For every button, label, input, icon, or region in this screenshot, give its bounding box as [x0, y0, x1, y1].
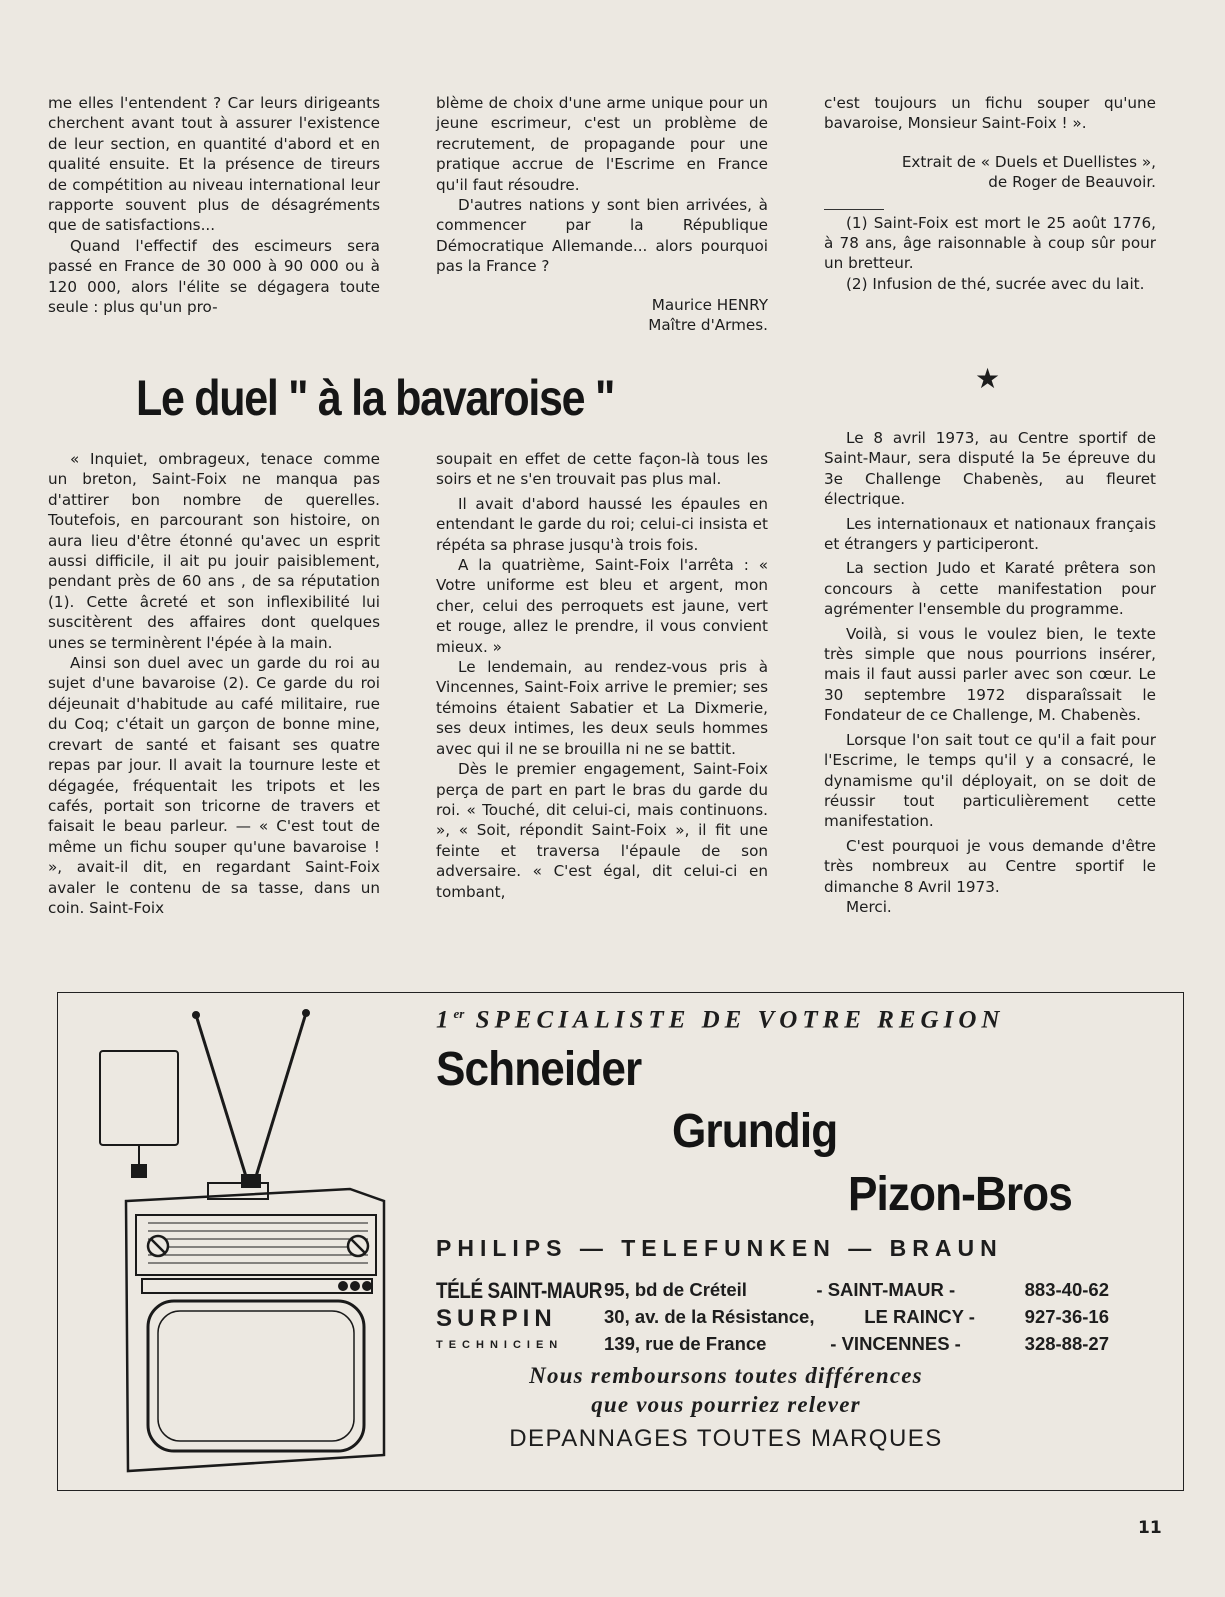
author-title: Maître d'Armes. [648, 316, 768, 335]
shop-row [436, 1332, 1116, 1359]
brand-schneider: Schneider [436, 1043, 642, 1096]
promise-line: que vous pourriez relever [591, 1392, 861, 1417]
shop-row [436, 1278, 1116, 1305]
brand-grundig: Grundig [672, 1105, 838, 1158]
tagline-rank-suffix: er [453, 1006, 465, 1021]
street: 95, bd de Créteil [604, 1279, 747, 1300]
article-headline: Le duel " à la bavaroise " [136, 370, 615, 426]
advertisement-box [57, 992, 1184, 1491]
footnote: (2) Infusion de thé, sucrée avec du lait. [846, 274, 1145, 293]
phone: 883-40-62 [1024, 1279, 1109, 1300]
town: - VINCENNES - [830, 1333, 961, 1354]
brand-pizon-bros: Pizon-Bros [848, 1168, 1072, 1221]
paragraph: « Inquiet, ombrageux, tenace comme un breton, Saint-Foix ne manqua pas d'attirer bon nombre de querelles. Toutefois, en parcourant son histoire, on aura lieu d'être étonné qu'avec un esprit aussi difficile, il ait pu jouir paisiblement, pendant près de 60 ans , de sa réputation (1). Cette âcreté et son inflexibilité lui suscitèrent des affaires dont quelques unes se terminèrent l'épée à la main. [48, 450, 380, 652]
page-number: 11 [1138, 1518, 1162, 1538]
article-column-1 [48, 449, 380, 918]
street: 30, av. de la Résistance, [604, 1306, 815, 1327]
shop-address [604, 1279, 1109, 1301]
phone: 328-88-27 [1024, 1333, 1109, 1354]
top-column-3 [824, 93, 1156, 294]
ad-tagline [436, 1006, 1126, 1034]
shop-name: SURPIN [436, 1305, 557, 1332]
tagline-rank: 1 [436, 1006, 454, 1034]
shop-name: TECHNICIEN [436, 1339, 564, 1351]
shop-address [604, 1306, 1109, 1328]
footnote-separator [824, 209, 884, 210]
paragraph: Dès le premier engagement, Saint-Foix perça de part en part le bras du garde du roi. « Touché, dit celui-ci, mais continuons. », « Soit, répondit Saint-Foix », il fit une feinte et traversa l'épaule de son adversaire. « C'est égal, dit celui-ci en tombant, [436, 760, 768, 901]
footnote: (1) Saint-Foix est mort le 25 août 1776, à 78 ans, âge raisonnable à coup sûr pour un bretteur. [824, 213, 1156, 273]
town: - SAINT-MAUR - [816, 1279, 956, 1300]
tagline-text: SPECIALISTE DE VOTRE REGION [475, 1006, 1005, 1034]
paragraph: Lorsque l'on sait tout ce qu'il a fait pour l'Escrime, le temps qu'il y a consacré, le dynamisme qu'il déployait, on se doit de réussir tout particulièrement cette manifestation. [824, 730, 1156, 831]
top-column-1 [48, 93, 380, 317]
shop-row [436, 1305, 1116, 1332]
town: LE RAINCY - [864, 1306, 975, 1327]
paragraph: C'est pourquoi je vous demande d'être très nombreux au Centre sportif le dimanche 8 Avril 1973. [824, 836, 1156, 896]
paragraph: La section Judo et Karaté prêtera son concours à cette manifestation pour agrémenter l'ensemble du programme. [824, 559, 1156, 619]
paragraph: soupait en effet de cette façon-là tous les soirs et ne s'en trouvait pas plus mal. [436, 450, 768, 489]
author-name: Maurice HENRY [651, 295, 768, 314]
paragraph: me elles l'entendent ? Car leurs dirigeants cherchent avant tout à assurer l'existence de leur section, en quantité d'abord et en qualité ensuite. Et la présence de tireurs de compétition au niveau international leur rapporte souvent plus de désagréments que de satisfactions... [48, 94, 380, 235]
phone: 927-36-16 [1024, 1306, 1109, 1327]
paragraph: Ainsi son duel avec un garde du roi au sujet d'une bavaroise (2). Ce garde du roi déjeunait d'habitude au café militaire, rue du Coq; c'était un garçon de bonne mine, crevart de santé et faisant ses quatre repas par jour. Il avait la tournure leste et dégagée, fréquentait les tripots et les cafés, portait son tricorne de travers et faisait le beau parleur. — « C'est tout de même un fichu souper qu'une bavaroise ! », avait-il dit, en regardant Saint-Foix avaler le contenu de sa tasse, dans un coin. Saint-Foix [48, 654, 380, 917]
repair-line: DEPANNAGES TOUTES MARQUES [509, 1425, 943, 1452]
refund-promise [436, 1361, 1016, 1419]
portable-television-icon [88, 1003, 408, 1473]
paragraph: A la quatrième, Saint-Foix l'arrêta : « Votre uniforme est bleu et argent, mon cher, celui des perroquets est jaune, vert et rouge, allez le prendre, il vous convient mieux. » [436, 556, 768, 656]
paragraph: Voilà, si vous le voulez bien, le texte très simple que nous pourrions insérer, mais il faut aussi parler avec son cœur. Le 30 septembre 1972 disparaîssait le Fondateur de ce Challenge, M. Chabenès. [824, 624, 1156, 725]
source-line: Extrait de « Duels et Duellistes », [901, 152, 1156, 171]
shop-name: TÉLÉ SAINT-MAUR [436, 1278, 602, 1303]
paragraph: Quand l'effectif des escimeurs sera passé en France de 30 000 à 90 000 ou à 120 000, alors l'élite se dégagera toute seule : plus qu'un pro- [48, 236, 380, 317]
paragraph: Le lendemain, au rendez-vous pris à Vincennes, Saint-Foix arrive le premier; ses témoins étaient Sabatier et La Dixmerie, ses deux intimes, les deux seuls hommes avec qui il ne se brouilla ni ne se battit. [436, 658, 768, 758]
shop-list [436, 1278, 1116, 1359]
closing-thanks: Merci. [846, 897, 892, 916]
quote-ending: c'est toujours un fichu souper qu'une bavaroise, Monsieur Saint-Foix ! ». [824, 94, 1156, 133]
street: 139, rue de France [604, 1333, 767, 1354]
paragraph: blème de choix d'une arme unique pour un jeune escrimeur, c'est un problème de recrutement, de propagande pour une pratique accrue de l'Escrime en France qu'il faut résoudre. [436, 94, 768, 194]
paragraph: Il avait d'abord haussé les épaules en entendant le garde du roi; celui-ci insista et répéta sa phrase jusqu'à trois fois. [436, 494, 768, 554]
star-ornament: ★ [975, 362, 1001, 395]
article-column-2 [436, 449, 768, 902]
promise-line: Nous remboursons toutes différences [529, 1363, 923, 1388]
other-brands: PHILIPS — TELEFUNKEN — BRAUN [436, 1235, 1003, 1261]
top-column-2 [436, 93, 768, 335]
source-line: de Roger de Beauvoir. [988, 173, 1156, 192]
shop-address [604, 1333, 1109, 1355]
announcement-column [824, 428, 1156, 917]
paragraph: D'autres nations y sont bien arrivées, à commencer par la République Démocratique Allemande... alors pourquoi pas la France ? [436, 196, 768, 276]
paragraph: Le 8 avril 1973, au Centre sportif de Saint-Maur, sera disputé la 5e épreuve du 3e Challenge Chabenès, au fleuret électrique. [824, 429, 1156, 509]
paragraph: Les internationaux et nationaux français et étrangers y participeront. [824, 514, 1156, 554]
